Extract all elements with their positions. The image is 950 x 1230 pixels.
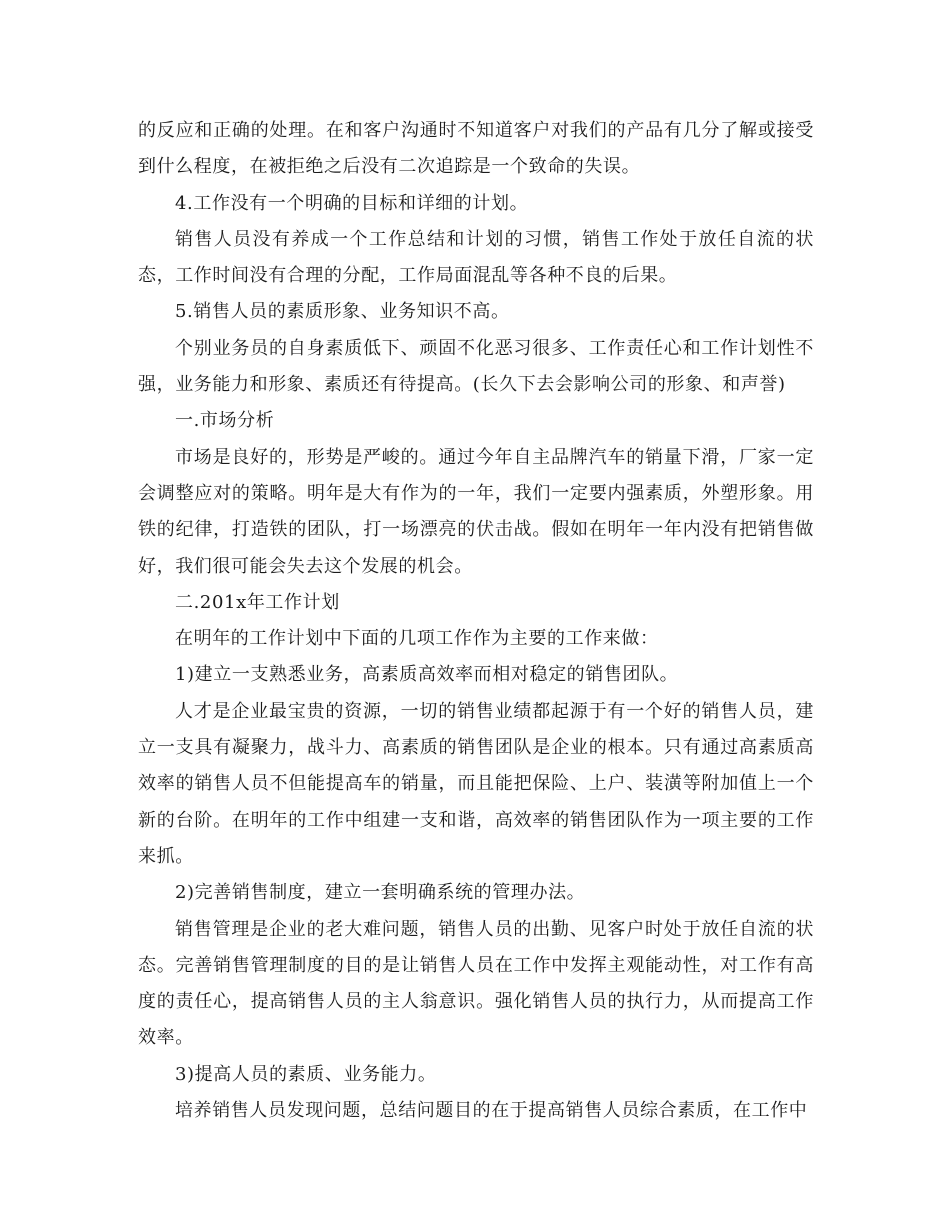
paragraph: 市场是良好的，形势是严峻的。通过今年自主品牌汽车的销量下滑，厂家一定会调整应对的策略。明年是大有作为的一年，我们一定要内强素质，外塑形象。用铁的纪律，打造铁的团队，打一场漂亮的伏击战。假如在明年一年内没有把销售做好，我们很可能会失去这个发展的机会。: [138, 446, 814, 577]
list-heading: 2)完善销售制度，建立一套明确系统的管理办法。: [175, 882, 586, 904]
paragraph: 人才是企业最宝贵的资源，一切的销售业绩都起源于有一个好的销售人员，建立一支具有凝聚力，战斗力、高素质的销售团队是企业的根本。只有通过高素质高效率的销售人员不但能提高车的销量，而且能把保险、上户、装潢等附加值上一个新的台阶。在明年的工作中组建一支和谐，高效率的销售团队作为一项主要的工作来抓。: [138, 700, 814, 867]
paragraph: 的反应和正确的处理。在和客户沟通时不知道客户对我们的产品有几分了解或接受到什么程度，在被拒绝之后没有二次追踪是一个致命的失误。: [138, 120, 814, 178]
paragraph: 培养销售人员发现问题，总结问题目的在于提高销售人员综合素质，在工作中: [175, 1100, 808, 1122]
list-heading: 5.销售人员的素质形象、业务知识不高。: [175, 301, 510, 323]
paragraph: 销售管理是企业的老大难问题，销售人员的出勤、见客户时处于放任自流的状态。完善销售管理制度的目的是让销售人员在工作中发挥主观能动性，对工作有高度的责任心，提高销售人员的主人翁意识。强化销售人员的执行力，从而提高工作效率。: [138, 918, 814, 1049]
paragraph: 个别业务员的自身素质低下、顽固不化恶习很多、工作责任心和工作计划性不强，业务能力和形象、素质还有待提高。(长久下去会影响公司的形象、和声誉): [138, 337, 814, 396]
paragraph: 销售人员没有养成一个工作总结和计划的习惯，销售工作处于放任自流的状态，工作时间没有合理的分配，工作局面混乱等各种不良的后果。: [138, 228, 814, 287]
paragraph: 在明年的工作计划中下面的几项工作作为主要的工作来做：: [175, 628, 659, 650]
list-heading: 1)建立一支熟悉业务，高素质高效率而相对稳定的销售团队。: [175, 664, 679, 686]
list-heading: 4.工作没有一个明确的目标和详细的计划。: [175, 192, 529, 214]
section-heading: 一.市场分析: [175, 410, 275, 432]
document-body: [138, 113, 814, 1129]
section-heading: 二.201x年工作计划: [175, 591, 340, 613]
list-heading: 3)提高人员的素质、业务能力。: [175, 1063, 437, 1085]
